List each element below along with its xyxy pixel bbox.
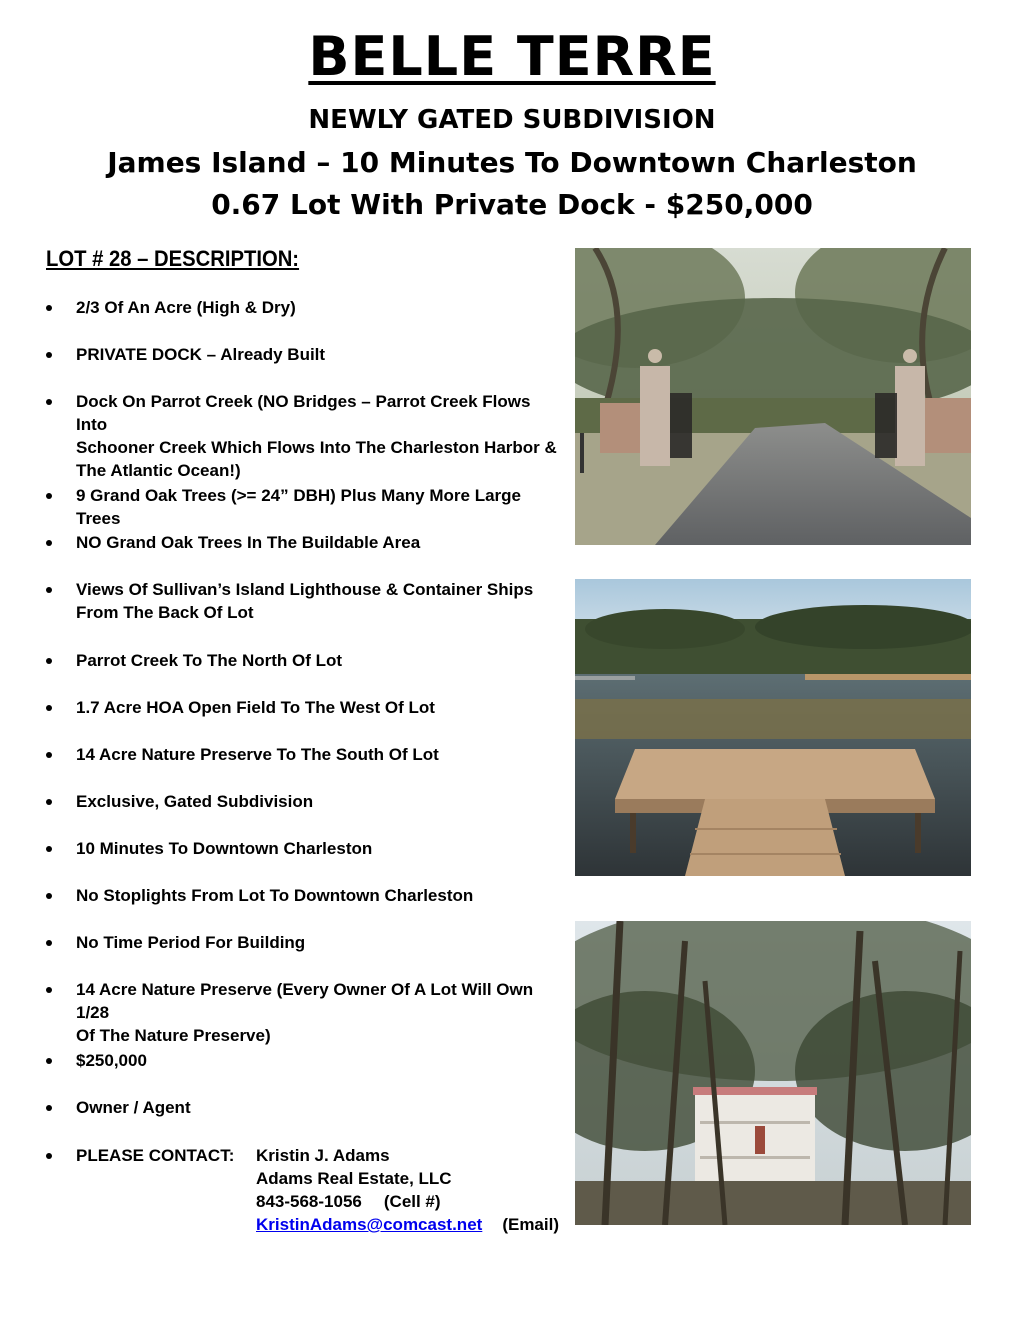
list-item-text: 9 Grand Oak Trees (>= 24” DBH) Plus Many More Large Trees xyxy=(76,486,521,528)
list-item-text: No Stoplights From Lot To Downtown Charleston xyxy=(76,886,474,905)
bullet-dot-icon xyxy=(46,893,52,899)
gated-entrance-photo xyxy=(575,248,971,545)
bullet-dot-icon xyxy=(46,1105,52,1111)
list-item-text: $250,000 xyxy=(76,1051,147,1070)
list-item-text: 14 Acre Nature Preserve To The South Of Lot xyxy=(76,745,439,764)
bullet-dot-icon xyxy=(46,305,52,311)
bullet-dot-icon xyxy=(46,940,52,946)
section-heading: LOT # 28 – DESCRIPTION: xyxy=(46,246,300,271)
bullet-dot-icon xyxy=(46,705,52,711)
list-item-text: PRIVATE DOCK – Already Built xyxy=(76,345,326,364)
bullet-dot-icon xyxy=(46,493,52,499)
list-item-text: NO Grand Oak Trees In The Buildable Area xyxy=(76,533,421,552)
list-item-text: The Atlantic Ocean!) xyxy=(76,461,241,480)
contact-company: Adams Real Estate, LLC xyxy=(256,1169,452,1188)
contact-phone-line xyxy=(256,1190,441,1213)
contact-name: Kristin J. Adams xyxy=(256,1146,390,1165)
oak-trees-house-photo xyxy=(575,921,971,1225)
bullet-dot-icon xyxy=(46,1058,52,1064)
list-item-text: Owner / Agent xyxy=(76,1098,191,1117)
contact-email-line xyxy=(256,1213,559,1236)
bullet-dot-icon xyxy=(46,752,52,758)
bullet-dot-icon xyxy=(46,1153,52,1159)
bullet-dot-icon xyxy=(46,658,52,664)
contact-phone-note: (Cell #) xyxy=(383,1192,441,1211)
contact-label: PLEASE CONTACT: xyxy=(76,1146,235,1165)
bullet-dot-icon xyxy=(46,352,52,358)
list-item-text: Dock On Parrot Creek (NO Bridges – Parrot Creek Flows Into xyxy=(76,392,531,434)
bullet-dot-icon xyxy=(46,987,52,993)
location-line: James Island – 10 Minutes To Downtown Charleston xyxy=(107,146,917,179)
contact-email-link[interactable]: KristinAdams@comcast.net xyxy=(256,1215,483,1234)
list-item-text: Parrot Creek To The North Of Lot xyxy=(76,651,343,670)
list-item-text: Exclusive, Gated Subdivision xyxy=(76,792,314,811)
list-item-text: 10 Minutes To Downtown Charleston xyxy=(76,839,373,858)
contact-email-note: (Email) xyxy=(502,1215,559,1234)
subtitle: NEWLY GATED SUBDIVISION xyxy=(308,105,716,135)
page-title: BELLE TERRE xyxy=(308,25,716,88)
bullet-dot-icon xyxy=(46,540,52,546)
list-item-text: Schooner Creek Which Flows Into The Charleston Harbor & xyxy=(76,438,557,457)
list-item-text: No Time Period For Building xyxy=(76,933,306,952)
offer-line: 0.67 Lot With Private Dock - $250,000 xyxy=(211,188,813,221)
bullet-dot-icon xyxy=(46,799,52,805)
bullet-dot-icon xyxy=(46,587,52,593)
list-item-text: 1.7 Acre HOA Open Field To The West Of Lot xyxy=(76,698,435,717)
list-item-text: 14 Acre Nature Preserve (Every Owner Of A Lot Will Own 1/28 xyxy=(76,980,534,1022)
list-item-text: Of The Nature Preserve) xyxy=(76,1026,271,1045)
private-dock-photo xyxy=(575,579,971,876)
list-item-text: Views Of Sullivan’s Island Lighthouse & Container Ships xyxy=(76,580,534,599)
list-item-text: From The Back Of Lot xyxy=(76,603,254,622)
contact-phone: 843-568-1056 xyxy=(256,1192,362,1211)
bullet-dot-icon xyxy=(46,846,52,852)
list-item-text: 2/3 Of An Acre (High & Dry) xyxy=(76,298,296,317)
bullet-dot-icon xyxy=(46,399,52,405)
